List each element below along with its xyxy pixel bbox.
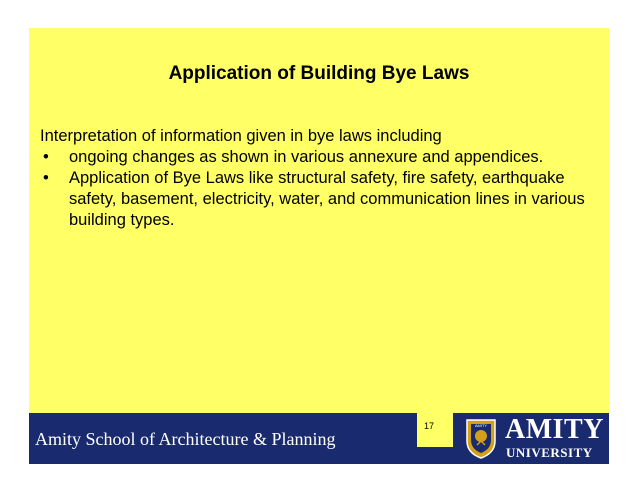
bullet-text: Application of Bye Laws like structural safety, fire safety, earthquake safety, basement, electricity, water, and communication lines in various building types.: [69, 169, 585, 229]
logo-name: AMITY: [505, 414, 604, 445]
footer-bar: [29, 413, 609, 464]
bullet-marker: •: [43, 169, 49, 187]
bullet-item: [40, 147, 600, 168]
bullet-list: [40, 147, 600, 231]
slide-body: [40, 126, 600, 231]
amity-crest-logo-icon: [464, 417, 498, 459]
page-number-box: [417, 413, 453, 447]
school-name: Amity School of Architecture & Planning: [35, 429, 336, 449]
bullet-marker: •: [43, 148, 49, 166]
bullet-item: [40, 168, 600, 231]
crest-text: AMITY: [474, 423, 488, 428]
slide: [29, 28, 609, 464]
intro-text: Interpretation of information given in bye laws including: [40, 127, 442, 145]
logo-subtitle: UNIVERSITY: [506, 445, 593, 460]
slide-title: Application of Building Bye Laws: [168, 63, 470, 84]
amity-logo: [461, 413, 609, 464]
page-number: 17: [424, 421, 435, 431]
bullet-text: ongoing changes as shown in various annexure and appendices.: [69, 148, 544, 166]
